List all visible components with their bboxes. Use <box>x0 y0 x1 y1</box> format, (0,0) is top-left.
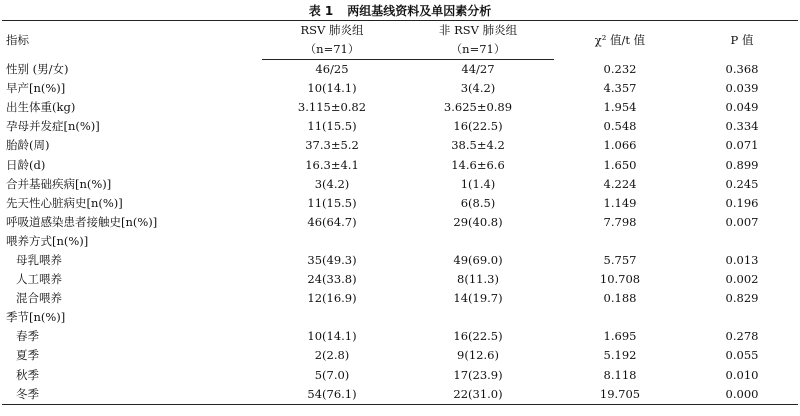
cell-stat: 1.149 <box>603 195 637 210</box>
table-row <box>2 213 798 232</box>
cell-stat: 1.650 <box>603 157 637 172</box>
cell-rsv-group <box>262 308 402 327</box>
cell-p-value: 0.010 <box>725 367 759 382</box>
table-row <box>2 385 798 405</box>
cell-non-rsv-group: 44/27 <box>461 62 495 77</box>
cell-non-rsv-group: 3(4.2) <box>460 81 496 96</box>
cell-stat: 0.548 <box>603 119 637 134</box>
cell-rsv-group: 46/25 <box>315 62 349 77</box>
cell-rsv-group: 11(15.5) <box>307 195 357 210</box>
cell-rsv-group: 37.3±5.2 <box>305 138 359 153</box>
row-label: 秋季 <box>16 367 39 382</box>
cell-non-rsv-group: 16(22.5) <box>453 329 503 344</box>
cell-rsv-group: 3(4.2) <box>314 176 350 191</box>
row-label: 冬季 <box>2 385 262 405</box>
cell-non-rsv-group: 17(23.9) <box>453 367 503 382</box>
header-stat: χ² 值/t 值 <box>554 21 686 60</box>
table-row <box>2 289 798 308</box>
cell-non-rsv-group: 22(31.0) <box>402 385 554 405</box>
header-indicator: 指标 <box>2 21 262 60</box>
cell-rsv-group: 35(49.3) <box>307 252 357 267</box>
cell-non-rsv-group: 6(8.5) <box>460 195 496 210</box>
header-group2: 非 RSV 肺炎组 <box>402 21 554 41</box>
row-label: 合并基础疾病[n(%)] <box>6 176 112 191</box>
cell-rsv-group: 16.3±4.1 <box>305 157 359 172</box>
cell-stat: 19.705 <box>554 385 686 405</box>
cell-p-value: 0.829 <box>725 291 759 306</box>
row-label: 性别 (男/女) <box>6 61 69 76</box>
cell-rsv-group: 3.115±0.82 <box>297 100 367 115</box>
header-group1-n: （n=71） <box>262 40 402 60</box>
table-row <box>2 232 798 251</box>
table-caption: 两组基线资料及单因素分析 <box>347 4 492 18</box>
header-group2-n: （n=71） <box>402 40 554 60</box>
row-label: 呼吸道感染患者接触史[n(%)] <box>6 214 158 229</box>
cell-p-value <box>686 308 798 327</box>
cell-stat: 0.188 <box>603 291 637 306</box>
cell-p-value: 0.007 <box>725 214 759 229</box>
cell-stat: 5.757 <box>603 252 637 267</box>
row-label: 季节[n(%)] <box>6 310 66 325</box>
cell-stat: 0.232 <box>603 61 637 76</box>
row-label: 出生体重(kg) <box>6 100 76 115</box>
table-row <box>2 194 798 213</box>
cell-non-rsv-group: 14.6±6.6 <box>451 157 505 172</box>
table-number: 表 1 <box>308 4 334 18</box>
cell-non-rsv-group: 1(1.4) <box>460 176 496 191</box>
row-label: 日龄(d) <box>6 157 46 172</box>
table-row <box>2 366 798 385</box>
cell-stat <box>554 232 686 251</box>
baseline-table <box>2 20 798 405</box>
cell-p-value: 0.334 <box>725 119 759 134</box>
cell-rsv-group: 12(16.9) <box>307 291 357 306</box>
cell-p-value: 0.245 <box>725 176 759 191</box>
table-row <box>2 117 798 136</box>
table-row <box>2 308 798 327</box>
table-row <box>2 251 798 270</box>
table-row <box>2 175 798 194</box>
row-label: 夏季 <box>16 348 39 363</box>
cell-stat: 1.066 <box>603 138 637 153</box>
row-label: 人工喂养 <box>16 272 62 287</box>
row-label: 孕母并发症[n(%)] <box>6 119 100 134</box>
table-row <box>2 327 798 346</box>
cell-stat: 4.224 <box>603 176 637 191</box>
cell-stat: 5.192 <box>603 348 637 363</box>
table-row <box>2 155 798 174</box>
cell-non-rsv-group: 3.625±0.89 <box>443 100 513 115</box>
table-row <box>2 79 798 98</box>
table-row <box>2 98 798 117</box>
row-label: 混合喂养 <box>16 291 62 306</box>
row-label: 春季 <box>16 329 39 344</box>
cell-rsv-group: 46(64.7) <box>307 214 357 229</box>
cell-rsv-group: 10(14.1) <box>307 81 357 96</box>
cell-p-value: 0.196 <box>725 195 759 210</box>
cell-stat: 10.708 <box>599 272 641 287</box>
cell-non-rsv-group: 8(11.3) <box>457 272 499 287</box>
cell-p-value: 0.039 <box>725 81 759 96</box>
cell-p-value: 0.278 <box>725 329 759 344</box>
cell-p-value: 0.055 <box>725 348 759 363</box>
table-row <box>2 136 798 155</box>
cell-rsv-group <box>262 232 402 251</box>
row-label: 早产[n(%)] <box>6 81 66 96</box>
cell-stat: 1.695 <box>603 329 637 344</box>
table-row <box>2 60 798 80</box>
cell-non-rsv-group <box>402 308 554 327</box>
cell-non-rsv-group: 29(40.8) <box>453 214 503 229</box>
cell-stat <box>554 308 686 327</box>
header-p: P 值 <box>686 21 798 60</box>
table-row <box>2 346 798 365</box>
cell-rsv-group: 5(7.0) <box>314 367 350 382</box>
header-group1: RSV 肺炎组 <box>262 21 402 41</box>
cell-non-rsv-group: 49(69.0) <box>453 252 503 267</box>
cell-rsv-group: 11(15.5) <box>307 119 357 134</box>
cell-non-rsv-group: 9(12.6) <box>457 348 499 363</box>
table-title <box>0 2 800 19</box>
cell-rsv-group: 24(33.8) <box>307 272 357 287</box>
cell-p-value: 0.000 <box>686 385 798 405</box>
cell-non-rsv-group: 16(22.5) <box>453 119 503 134</box>
cell-p-value: 0.002 <box>725 272 759 287</box>
cell-stat: 8.118 <box>603 367 637 382</box>
cell-stat: 4.357 <box>603 81 637 96</box>
cell-non-rsv-group: 38.5±4.2 <box>451 138 505 153</box>
cell-stat: 7.798 <box>603 214 637 229</box>
cell-p-value: 0.049 <box>725 100 759 115</box>
cell-non-rsv-group: 14(19.7) <box>453 291 503 306</box>
table-body <box>2 60 798 405</box>
cell-rsv-group: 10(14.1) <box>307 329 357 344</box>
cell-stat: 1.954 <box>603 100 637 115</box>
table-header <box>2 21 798 60</box>
cell-p-value: 0.071 <box>725 138 759 153</box>
cell-non-rsv-group <box>402 232 554 251</box>
table-row <box>2 270 798 289</box>
cell-rsv-group: 2(2.8) <box>314 348 350 363</box>
row-label: 胎龄(周) <box>6 138 50 153</box>
cell-p-value: 0.368 <box>725 61 759 76</box>
cell-rsv-group: 54(76.1) <box>262 385 402 405</box>
cell-p-value: 0.013 <box>725 252 759 267</box>
cell-p-value <box>686 232 798 251</box>
row-label: 先天性心脏病史[n(%)] <box>6 195 123 210</box>
cell-p-value: 0.899 <box>725 157 759 172</box>
header-row-1 <box>2 21 798 41</box>
row-label: 母乳喂养 <box>16 252 62 267</box>
row-label: 喂养方式[n(%)] <box>6 233 89 248</box>
